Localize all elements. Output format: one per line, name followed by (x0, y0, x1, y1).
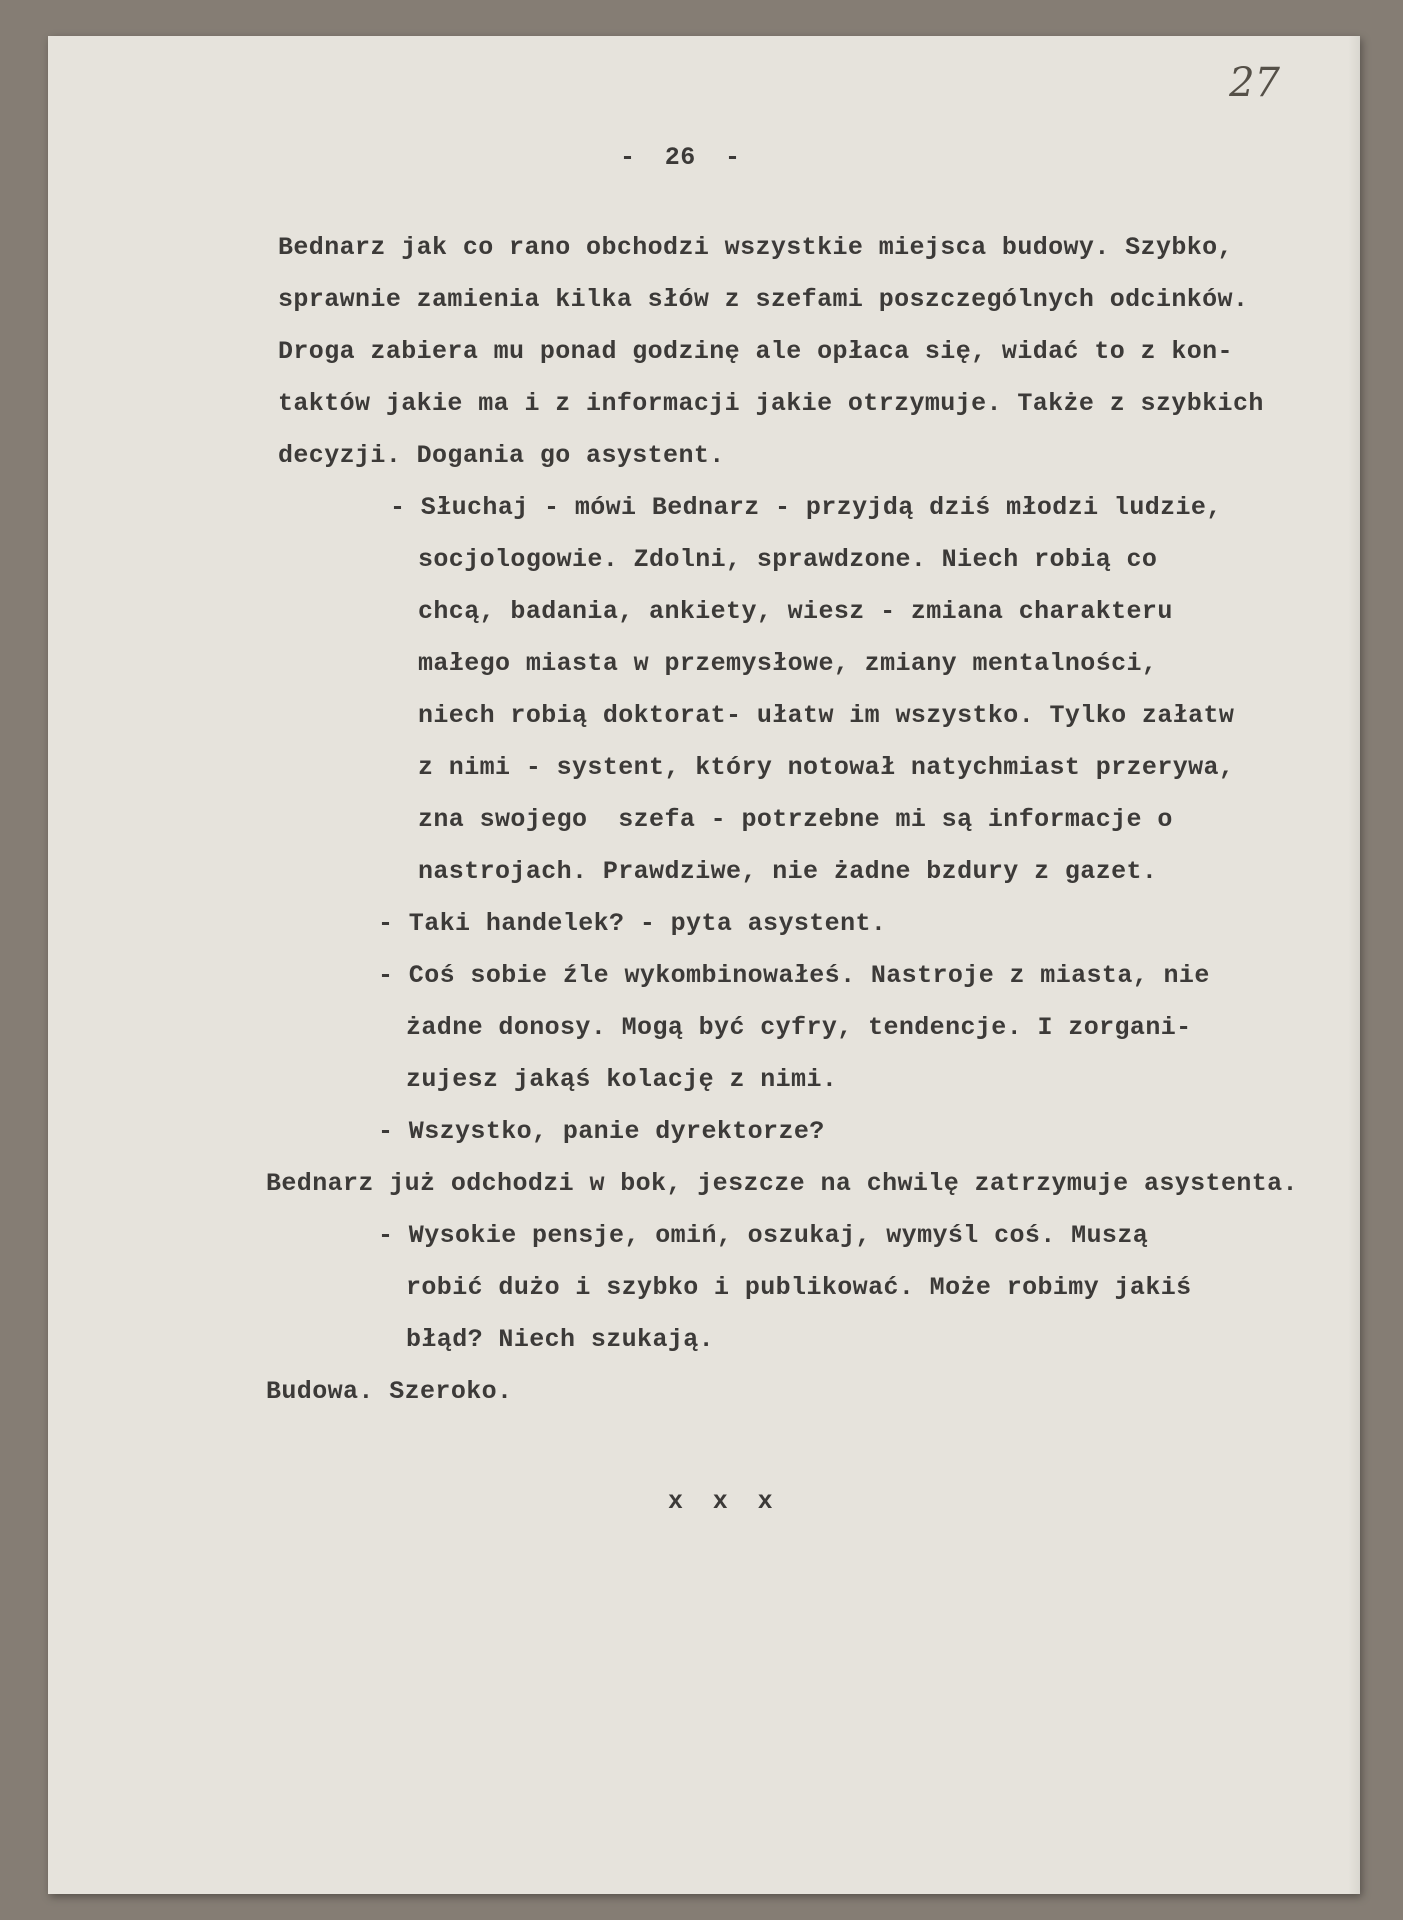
text-line: Bednarz już odchodzi w bok, jeszcze na chwilę zatrzymuje asystenta. (266, 1169, 1298, 1198)
dialogue-line: żadne donosy. Mogą być cyfry, tendencje. I zorgani- (406, 1013, 1192, 1042)
text-line: taktów jakie ma i z informacji jakie otrzymuje. Także z szybkich (278, 389, 1264, 418)
dialogue-line: małego miasta w przemysłowe, zmiany mentalności, (418, 649, 1158, 678)
dialogue-line: robić dużo i szybko i publikować. Może robimy jakiś (406, 1273, 1192, 1302)
dialogue-line: - Wszystko, panie dyrektorze? (378, 1117, 825, 1146)
text-line: sprawnie zamienia kilka słów z szefami poszczególnych odcinków. (278, 285, 1249, 314)
dialogue-line: nastrojach. Prawdziwe, nie żadne bzdury z gazet. (418, 857, 1158, 886)
paper-edge-shadow (1348, 36, 1360, 1894)
text-body (266, 222, 1298, 1418)
section-separator: x x x (668, 1487, 774, 1516)
dialogue-line: - Wysokie pensje, omiń, oszukaj, wymyśl coś. Muszą (378, 1221, 1149, 1250)
typewritten-page (48, 36, 1360, 1894)
archive-page-number: 27 (1229, 60, 1280, 106)
dialogue-line: - Coś sobie źle wykombinowałeś. Nastroje z miasta, nie (378, 961, 1210, 990)
dialogue-line: błąd? Niech szukają. (406, 1325, 715, 1354)
dialogue-line: zujesz jakąś kolację z nimi. (406, 1065, 838, 1094)
text-line: Bednarz jak co rano obchodzi wszystkie miejsca budowy. Szybko, (278, 233, 1233, 262)
dialogue-line: - Taki handelek? - pyta asystent. (378, 909, 887, 938)
text-line: Budowa. Szeroko. (266, 1377, 513, 1406)
text-line: decyzji. Dogania go asystent. (278, 441, 725, 470)
dialogue-line: niech robią doktorat- ułatw im wszystko. Tylko załatw (418, 701, 1235, 730)
dialogue-line: socjologowie. Zdolni, sprawdzone. Niech robią co (418, 545, 1158, 574)
text-line: Droga zabiera mu ponad godzinę ale opłaca się, widać to z kon- (278, 337, 1233, 366)
dialogue-line: chcą, badania, ankiety, wiesz - zmiana charakteru (418, 597, 1173, 626)
dialogue-line: z nimi - systent, który notował natychmiast przerywa, (418, 753, 1235, 782)
dialogue-line: zna swojego szefa - potrzebne mi są informacje o (418, 805, 1173, 834)
page-number: - 26 - (620, 143, 741, 172)
dialogue-line: - Słuchaj - mówi Bednarz - przyjdą dziś młodzi ludzie, (390, 493, 1222, 522)
